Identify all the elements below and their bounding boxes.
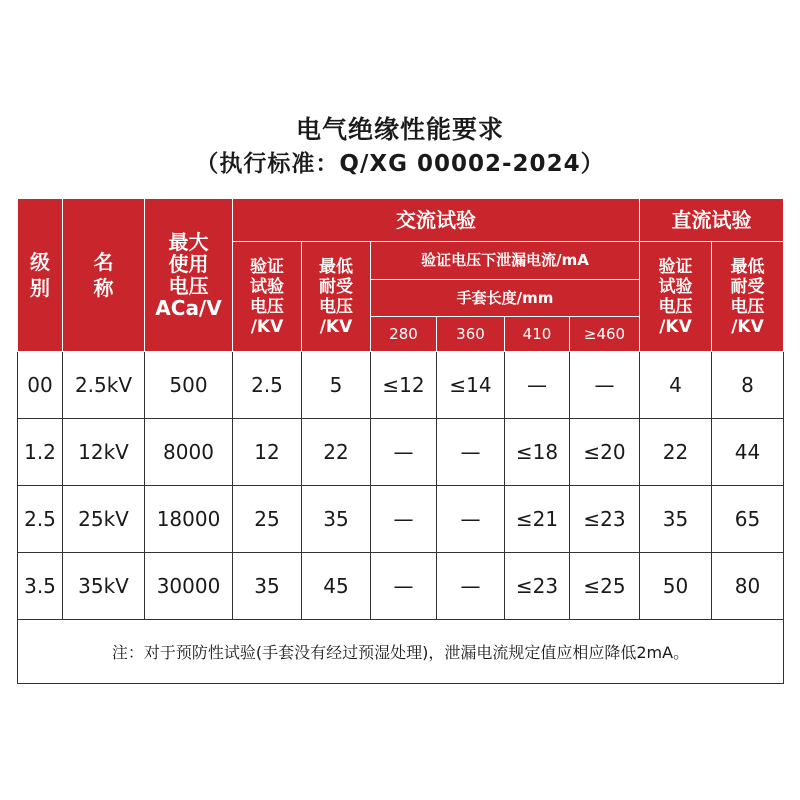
header-ac-proof-voltage: 验证 试验 电压 /KV <box>233 242 302 352</box>
table-row <box>18 419 784 486</box>
table-cell: 22 <box>302 419 371 486</box>
table-cell: 35kV <box>63 553 145 620</box>
table-row <box>18 553 784 620</box>
table-cell: 35 <box>640 486 712 553</box>
table-cell: — <box>437 553 505 620</box>
header-glove-length: 手套长度/mm <box>371 280 640 317</box>
table-cell: 80 <box>712 553 784 620</box>
page-title: 电气绝缘性能要求 <box>295 115 504 144</box>
header-leak-current: 验证电压下泄漏电流/mA <box>371 242 640 280</box>
table-cell: — <box>505 352 570 419</box>
table-cell: 12kV <box>63 419 145 486</box>
table-cell: 4 <box>640 352 712 419</box>
table-cell: 2.5 <box>233 352 302 419</box>
table-cell: 30000 <box>145 553 233 620</box>
table-cell: 25 <box>233 486 302 553</box>
table-cell: — <box>570 352 640 419</box>
table-cell: 25kV <box>63 486 145 553</box>
table-cell: 00 <box>18 352 63 419</box>
table-cell: 22 <box>640 419 712 486</box>
table-cell: — <box>371 486 437 553</box>
table-cell: 18000 <box>145 486 233 553</box>
header-level: 级 别 <box>18 199 63 352</box>
table-cell: ≤25 <box>570 553 640 620</box>
table-cell: ≤23 <box>505 553 570 620</box>
table-cell: 3.5 <box>18 553 63 620</box>
table-cell: 45 <box>302 553 371 620</box>
header-ac-min-voltage: 最低 耐受 电压 /KV <box>302 242 371 352</box>
table-cell: 12 <box>233 419 302 486</box>
table-cell: 44 <box>712 419 784 486</box>
header-length-460: ≥460 <box>570 317 640 352</box>
header-dc-test: 直流试验 <box>640 199 784 242</box>
table-cell: — <box>437 419 505 486</box>
header-dc-min-voltage: 最低 耐受 电压 /KV <box>712 242 784 352</box>
table-row <box>18 352 784 419</box>
insulation-table <box>17 198 784 684</box>
table-cell: 8 <box>712 352 784 419</box>
table-cell: ≤20 <box>570 419 640 486</box>
page-subtitle: （执行标准：Q/XG 00002-2024） <box>195 151 605 177</box>
table-cell: 1.2 <box>18 419 63 486</box>
header-length-280: 280 <box>371 317 437 352</box>
table-cell: — <box>371 419 437 486</box>
header-name: 名 称 <box>63 199 145 352</box>
table-cell: 35 <box>302 486 371 553</box>
table-cell: 5 <box>302 352 371 419</box>
table-cell: ≤23 <box>570 486 640 553</box>
header-length-360: 360 <box>437 317 505 352</box>
footnote: 注：对于预防性试验(手套没有经过预湿处理)，泄漏电流规定值应相应降低2mA。 <box>18 620 784 684</box>
table-row <box>18 486 784 553</box>
header-ac-test: 交流试验 <box>233 199 640 242</box>
table-cell: ≤12 <box>371 352 437 419</box>
table-cell: ≤14 <box>437 352 505 419</box>
table-cell: 65 <box>712 486 784 553</box>
header-length-410: 410 <box>505 317 570 352</box>
table-cell: ≤18 <box>505 419 570 486</box>
table-cell: 35 <box>233 553 302 620</box>
table-cell: — <box>371 553 437 620</box>
table-cell: 8000 <box>145 419 233 486</box>
table-cell: ≤21 <box>505 486 570 553</box>
table-cell: 2.5kV <box>63 352 145 419</box>
table-cell: 50 <box>640 553 712 620</box>
table-cell: — <box>437 486 505 553</box>
table-cell: 2.5 <box>18 486 63 553</box>
header-dc-proof-voltage: 验证 试验 电压 /KV <box>640 242 712 352</box>
table-cell: 500 <box>145 352 233 419</box>
header-max-voltage: 最大 使用 电压 ACa/V <box>145 199 233 352</box>
